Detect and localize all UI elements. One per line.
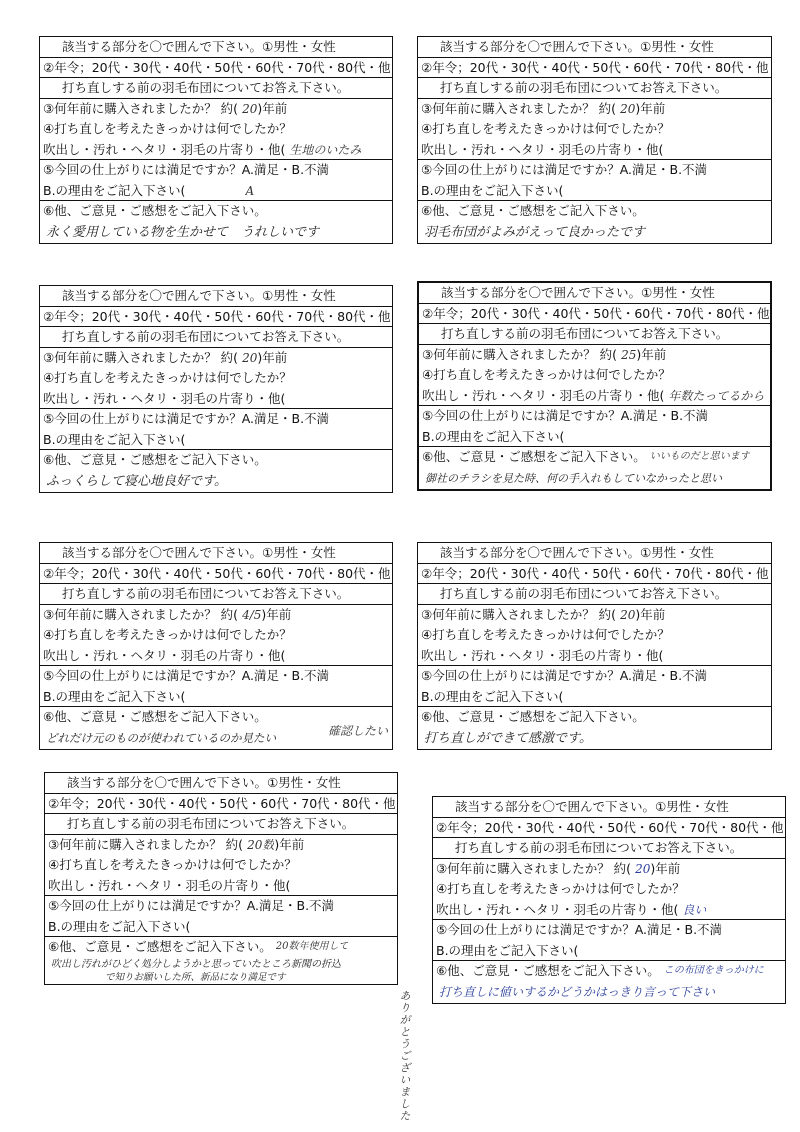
survey-form-7	[44, 772, 398, 985]
vertical-note: ありがとうございました	[398, 990, 411, 1122]
q3-suffix: )年前	[650, 860, 681, 876]
q5-text: ⑤今回の仕上がりには満足ですか？A.満足・B.不満	[48, 898, 335, 913]
comment-line: 御社のチラシを見た時、何の手入れもしていなかったと思い	[425, 471, 722, 485]
intro-text: 打ち直しする前の羽毛布団についてお答え下さい。	[440, 80, 728, 95]
q5-reason: B.の理由をご記入下さい(	[48, 918, 191, 934]
age-row	[418, 58, 771, 79]
survey-form-3	[39, 285, 393, 493]
q5-row	[418, 666, 771, 687]
age-text: ②年令；20代・30代・40代・50代・60代・70代・80代・他	[436, 819, 784, 835]
q6-inline-answer: 20数年使用して	[275, 941, 349, 952]
q5-reason-row	[40, 181, 392, 202]
q5-reason: B.の理由をご記入下さい(	[43, 182, 186, 198]
q4-text: ④打ち直しを考えたきっかけは何でしたか？	[48, 857, 297, 872]
q4-text: ④打ち直しを考えたきっかけは何でしたか？	[43, 121, 292, 136]
q4-options: 吹出し・汚れ・ヘタリ・羽毛の片寄り・他(	[422, 387, 665, 403]
q6-row	[433, 961, 785, 982]
q3-suffix: )年前	[274, 836, 305, 852]
q3-prefix: ③何年前に購入されましたか？ 約(	[48, 836, 244, 852]
q6-text: ⑥他、ご意見・ご感想をご記入下さい。	[421, 203, 645, 218]
form-header	[45, 773, 397, 794]
intro-row	[40, 584, 392, 605]
q6-row	[40, 201, 392, 222]
q4-options: 吹出し・汚れ・ヘタリ・羽毛の片寄り・他(	[43, 647, 286, 663]
header-text: 該当する部分を〇で囲んで下さい。①男性・女性	[62, 288, 336, 303]
q4-options-row	[433, 900, 785, 921]
intro-text: 打ち直しする前の羽毛布団についてお答え下さい。	[62, 329, 350, 344]
survey-form-1	[39, 36, 393, 244]
q4-options: 吹出し・汚れ・ヘタリ・羽毛の片寄り・他(	[43, 390, 286, 406]
intro-row	[433, 838, 785, 859]
q3-suffix: )年前	[257, 349, 288, 365]
years-answer: 25	[621, 347, 637, 362]
q3-prefix: ③何年前に購入されましたか？ 約(	[422, 346, 618, 362]
q6-row	[45, 937, 397, 958]
q4-options-row	[40, 646, 392, 667]
age-text: ②年令；20代・30代・40代・50代・60代・70代・80代・他	[421, 59, 769, 75]
comment-line: どれだけ元のものが使われているのか見たい	[46, 730, 276, 745]
q5-text: ⑤今回の仕上がりには満足ですか？A.満足・B.不満	[421, 668, 708, 683]
q4-other-answer: 年数たってるから	[668, 388, 765, 403]
q3-row	[40, 605, 392, 626]
q5-reason: B.の理由をご記入下さい(	[421, 182, 564, 198]
q5-reason-answer: A	[245, 183, 255, 198]
q6-inline-answer: この布団をきっかけに	[663, 965, 764, 976]
q3-row	[419, 345, 770, 366]
q6-text: ⑥他、ご意見・ご感想をご記入下さい。	[48, 939, 272, 954]
q4-row	[40, 368, 392, 389]
q4-row	[40, 625, 392, 646]
q3-row	[40, 99, 392, 120]
survey-form-2	[417, 36, 772, 244]
survey-form-4	[417, 281, 772, 491]
comment-line: で知りお願いした所、新品になり満足です	[105, 971, 286, 983]
q4-options: 吹出し・汚れ・ヘタリ・羽毛の片寄り・他(	[43, 141, 286, 157]
form-header	[40, 286, 392, 307]
q5-reason: B.の理由をご記入下さい(	[43, 431, 186, 447]
comment-line: 吹出し汚れがひどく処分しようかと思っていたところ新聞の折込	[51, 958, 341, 970]
years-answer: 20	[620, 101, 636, 116]
years-answer: 4/5	[242, 607, 262, 622]
form-header	[418, 543, 771, 564]
intro-row	[418, 584, 771, 605]
q4-options: 吹出し・汚れ・ヘタリ・羽毛の片寄り・他(	[421, 141, 664, 157]
q4-text: ④打ち直しを考えたきっかけは何でしたか？	[421, 627, 670, 642]
age-text: ②年令；20代・30代・40代・50代・60代・70代・80代・他	[421, 565, 769, 581]
q3-row	[418, 605, 771, 626]
q5-text: ⑤今回の仕上がりには満足ですか？A.満足・B.不満	[43, 411, 330, 426]
q3-prefix: ③何年前に購入されましたか？ 約(	[421, 100, 617, 116]
q5-reason-row	[418, 181, 771, 202]
years-answer: 20	[635, 861, 651, 876]
intro-text: 打ち直しする前の羽毛布団についてお答え下さい。	[67, 816, 355, 831]
intro-text: 打ち直しする前の羽毛布団についてお答え下さい。	[440, 586, 728, 601]
form-header	[40, 37, 392, 58]
q5-reason-row	[418, 687, 771, 708]
q4-options-row	[419, 386, 770, 407]
years-answer: 20数	[247, 837, 275, 852]
q6-text: ⑥他、ご意見・ご感想をご記入下さい。	[43, 203, 267, 218]
q6-row	[40, 450, 392, 471]
q5-row	[418, 160, 771, 181]
q5-text: ⑤今回の仕上がりには満足ですか？A.満足・B.不満	[421, 162, 708, 177]
q5-reason: B.の理由をご記入下さい(	[421, 688, 564, 704]
q6-text: ⑥他、ご意見・ご感想をご記入下さい。	[43, 452, 267, 467]
age-row	[40, 58, 392, 79]
q5-row	[40, 160, 392, 181]
q4-text: ④打ち直しを考えたきっかけは何でしたか？	[43, 627, 292, 642]
q5-text: ⑤今回の仕上がりには満足ですか？A.満足・B.不満	[436, 922, 723, 937]
header-text: 該当する部分を〇で囲んで下さい。①男性・女性	[455, 799, 729, 814]
q5-reason-row	[40, 687, 392, 708]
q3-prefix: ③何年前に購入されましたか？ 約(	[43, 349, 239, 365]
q6-row	[418, 201, 771, 222]
q6-text: ⑥他、ご意見・ご感想をご記入下さい。	[422, 449, 646, 464]
q5-text: ⑤今回の仕上がりには満足ですか？A.満足・B.不満	[43, 668, 330, 683]
intro-text: 打ち直しする前の羽毛布団についてお答え下さい。	[62, 586, 350, 601]
age-row	[433, 818, 785, 839]
q3-prefix: ③何年前に購入されましたか？ 約(	[43, 100, 239, 116]
q4-options: 吹出し・汚れ・ヘタリ・羽毛の片寄り・他(	[48, 877, 291, 893]
form-header	[433, 797, 785, 818]
q4-other-answer: 生地のいたみ	[289, 142, 362, 157]
q5-text: ⑤今回の仕上がりには満足ですか？A.満足・B.不満	[43, 162, 330, 177]
side-note: 確認したい	[328, 724, 389, 738]
q4-options-row	[40, 140, 392, 161]
q4-row	[418, 119, 771, 140]
form-header	[40, 543, 392, 564]
intro-row	[40, 78, 392, 99]
q4-options: 吹出し・汚れ・ヘタリ・羽毛の片寄り・他(	[421, 647, 664, 663]
q6-text: ⑥他、ご意見・ご感想をご記入下さい。	[436, 963, 660, 978]
age-row	[45, 794, 397, 815]
header-text: 該当する部分を〇で囲んで下さい。①男性・女性	[62, 39, 336, 54]
q3-suffix: )年前	[257, 100, 288, 116]
q4-row	[40, 119, 392, 140]
years-answer: 20	[620, 607, 636, 622]
comment-line: 永く愛用している物を生かせて うれしいです	[46, 224, 320, 240]
comment-line: 羽毛布団がよみがえって良かったです	[424, 224, 646, 240]
age-row	[40, 307, 392, 328]
age-text: ②年令；20代・30代・40代・50代・60代・70代・80代・他	[422, 305, 770, 321]
q3-prefix: ③何年前に購入されましたか？ 約(	[421, 606, 617, 622]
q4-options-row	[418, 646, 771, 667]
q4-row	[418, 625, 771, 646]
q3-prefix: ③何年前に購入されましたか？ 約(	[43, 606, 239, 622]
q6-inline-answer: いいものだと思います	[649, 451, 750, 462]
q5-text: ⑤今回の仕上がりには満足ですか？A.満足・B.不満	[422, 408, 709, 423]
q4-row	[419, 365, 770, 386]
header-text: 該当する部分を〇で囲んで下さい。①男性・女性	[62, 545, 336, 560]
age-text: ②年令；20代・30代・40代・50代・60代・70代・80代・他	[43, 565, 391, 581]
age-row	[40, 564, 392, 585]
age-text: ②年令；20代・30代・40代・50代・60代・70代・80代・他	[48, 795, 396, 811]
q3-row	[433, 859, 785, 880]
intro-row	[45, 814, 397, 835]
q4-options: 吹出し・汚れ・ヘタリ・羽毛の片寄り・他(	[436, 901, 679, 917]
q4-text: ④打ち直しを考えたきっかけは何でしたか？	[43, 370, 292, 385]
header-text: 該当する部分を〇で囲んで下さい。①男性・女性	[440, 39, 714, 54]
q5-row	[45, 896, 397, 917]
q5-reason: B.の理由をご記入下さい(	[43, 688, 186, 704]
q3-row	[418, 99, 771, 120]
age-text: ②年令；20代・30代・40代・50代・60代・70代・80代・他	[43, 59, 391, 75]
survey-form-6	[417, 542, 772, 750]
q5-reason-row	[419, 427, 770, 448]
q5-row	[419, 406, 770, 427]
q4-options-row	[40, 389, 392, 410]
intro-row	[418, 78, 771, 99]
q3-row	[45, 835, 397, 856]
header-text: 該当する部分を〇で囲んで下さい。①男性・女性	[67, 775, 341, 790]
age-text: ②年令；20代・30代・40代・50代・60代・70代・80代・他	[43, 308, 391, 324]
intro-text: 打ち直しする前の羽毛布団についてお答え下さい。	[455, 840, 743, 855]
q4-row	[433, 879, 785, 900]
q6-text: ⑥他、ご意見・ご感想をご記入下さい。	[43, 709, 267, 724]
q4-options-row	[45, 876, 397, 897]
q6-row	[418, 707, 771, 728]
q3-suffix: )年前	[636, 346, 667, 362]
q3-prefix: ③何年前に購入されましたか？ 約(	[436, 860, 632, 876]
form-header	[418, 37, 771, 58]
years-answer: 20	[242, 350, 258, 365]
header-text: 該当する部分を〇で囲んで下さい。①男性・女性	[440, 545, 714, 560]
q3-suffix: )年前	[635, 606, 666, 622]
intro-text: 打ち直しする前の羽毛布団についてお答え下さい。	[62, 80, 350, 95]
q4-text: ④打ち直しを考えたきっかけは何でしたか？	[436, 881, 685, 896]
q3-suffix: )年前	[261, 606, 292, 622]
intro-row	[40, 327, 392, 348]
form-header	[419, 283, 770, 304]
q4-text: ④打ち直しを考えたきっかけは何でしたか？	[421, 121, 670, 136]
survey-form-8	[432, 796, 786, 1004]
survey-form-5	[39, 542, 393, 750]
age-row	[418, 564, 771, 585]
q4-text: ④打ち直しを考えたきっかけは何でしたか？	[422, 367, 671, 382]
q4-other-answer: 良い	[682, 902, 707, 917]
q5-row	[433, 920, 785, 941]
age-row	[419, 304, 770, 325]
q4-row	[45, 855, 397, 876]
q6-text: ⑥他、ご意見・ご感想をご記入下さい。	[421, 709, 645, 724]
q4-options-row	[418, 140, 771, 161]
comment-line: ふっくらして寝心地良好です。	[46, 473, 227, 489]
q5-reason: B.の理由をご記入下さい(	[422, 428, 565, 444]
q5-reason-row	[45, 917, 397, 938]
q3-row	[40, 348, 392, 369]
q6-row	[419, 447, 770, 468]
q5-reason-row	[40, 430, 392, 451]
header-text: 該当する部分を〇で囲んで下さい。①男性・女性	[441, 285, 715, 300]
years-answer: 20	[242, 101, 258, 116]
q3-suffix: )年前	[635, 100, 666, 116]
intro-text: 打ち直しする前の羽毛布団についてお答え下さい。	[441, 326, 729, 341]
q5-row	[40, 666, 392, 687]
q5-reason: B.の理由をご記入下さい(	[436, 942, 579, 958]
intro-row	[419, 324, 770, 345]
comment-line: 打ち直しに値いするかどうかはっきり言って下さい	[439, 984, 716, 999]
q5-row	[40, 409, 392, 430]
q5-reason-row	[433, 941, 785, 962]
comment-line: 打ち直しができて感激です。	[424, 730, 592, 746]
